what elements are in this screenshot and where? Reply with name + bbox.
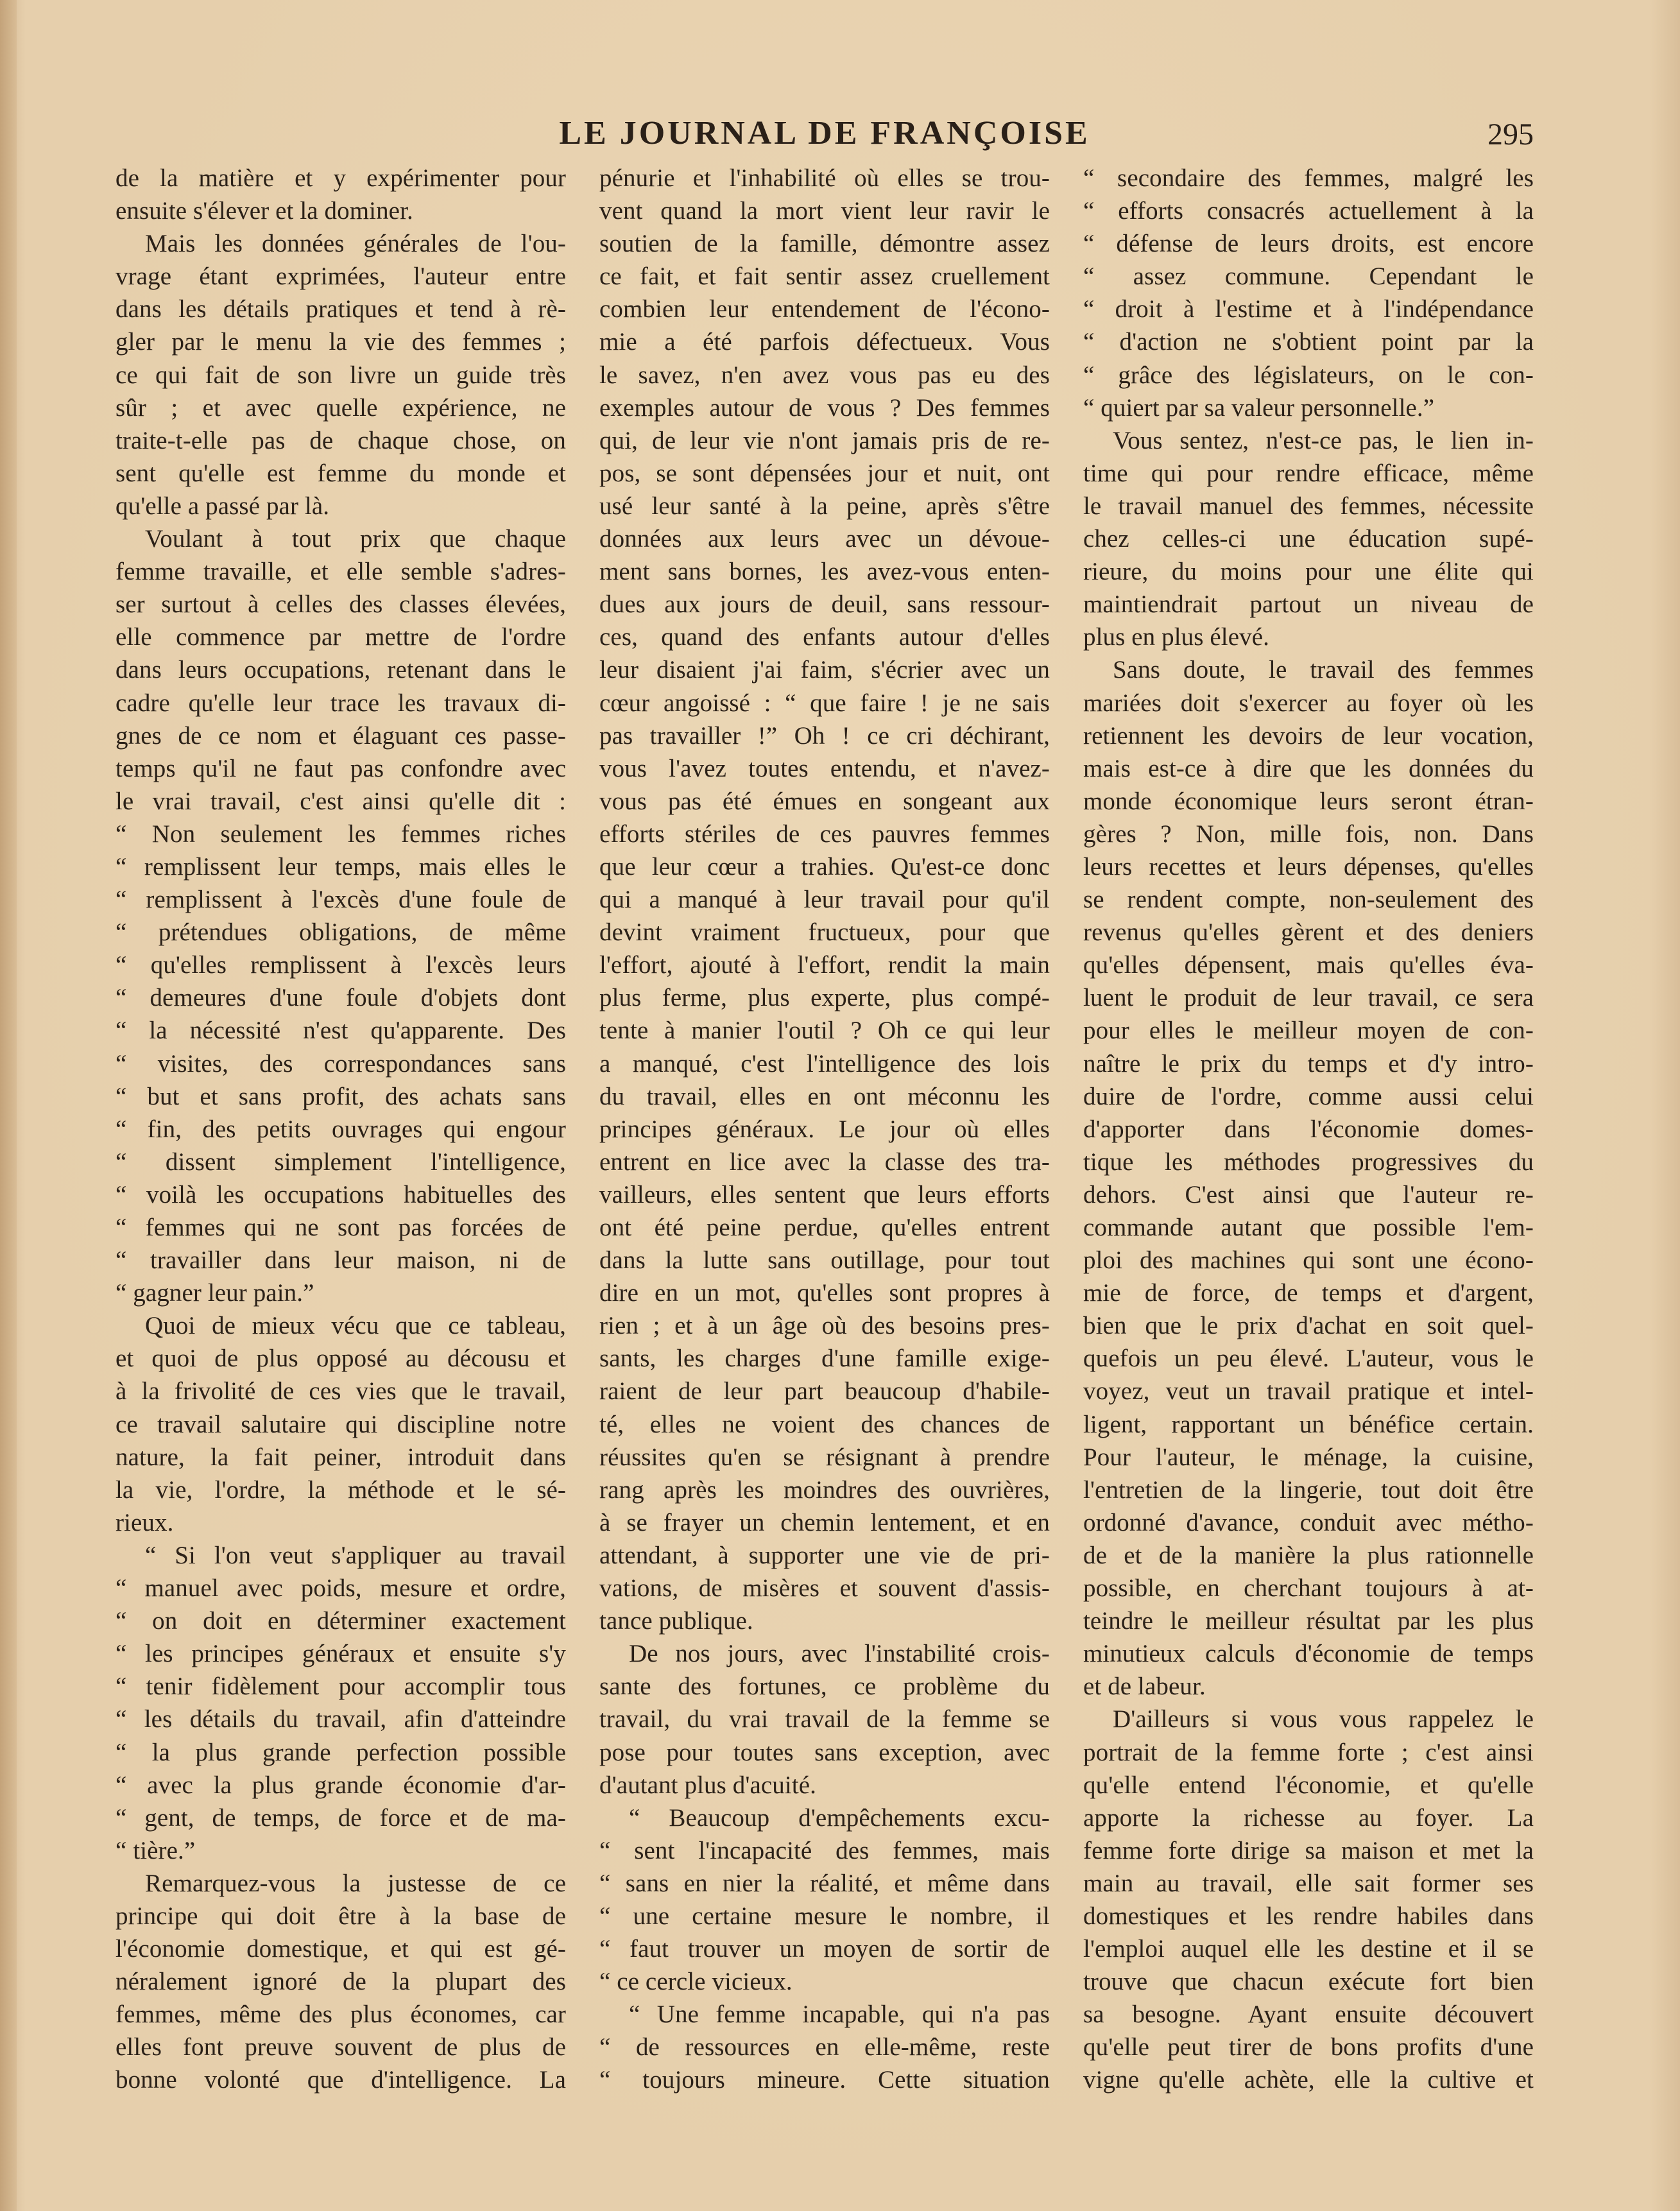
text-line: dues aux jours de deuil, sans ressour- <box>599 590 1050 619</box>
text-line: dehors. C'est ainsi que l'auteur re- <box>1083 1180 1534 1209</box>
text-line: nature, la fait peiner, introduit dans <box>116 1443 566 1471</box>
text-line: “ demeures d'une foule d'objets dont <box>116 984 566 1012</box>
text-line: le savez, n'en avez vous pas eu des <box>599 361 1050 389</box>
text-line: l'emploi auquel elle les destine et il se <box>1083 1935 1534 1963</box>
text-line: bien que le prix d'achat en soit quel- <box>1083 1312 1534 1340</box>
text-line: “ Non seulement les femmes riches <box>116 820 566 848</box>
text-line: de et de la manière la plus rationnelle <box>1083 1541 1534 1569</box>
text-line: teindre le meilleur résultat par les plus <box>1083 1607 1534 1635</box>
text-line: ce fait, et fait sentir assez cruellement <box>599 262 1050 291</box>
text-line: Remarquez-vous la justesse de ce <box>145 1869 566 1897</box>
text-line: “ grâce des législateurs, on le con- <box>1083 361 1534 389</box>
text-line: données aux leurs avec un dévoue- <box>599 525 1050 553</box>
text-line: l'effort, ajouté à l'effort, rendit la main <box>599 951 1050 979</box>
text-line: le travail manuel des femmes, nécessite <box>1083 492 1534 520</box>
text-line: ser surtout à celles des classes élevées, <box>116 590 566 619</box>
text-line: vailleurs, elles sentent que leurs efforts <box>599 1180 1050 1209</box>
text-line: maintiendrait partout un niveau de <box>1083 590 1534 619</box>
text-line: “ la nécessité n'est qu'apparente. Des <box>116 1017 566 1045</box>
text-line: “ tenir fidèlement pour accomplir tous <box>116 1673 566 1701</box>
text-line: sants, les charges d'une famille exige- <box>599 1345 1050 1373</box>
text-column-2 <box>599 162 1050 2097</box>
text-line: femmes, même des plus économes, car <box>116 2000 566 2029</box>
text-line: “ la plus grande perfection possible <box>116 1738 566 1766</box>
page-number: 295 <box>1487 117 1534 151</box>
text-line: dire en un mot, qu'elles sont propres à <box>599 1279 1050 1307</box>
text-line: femme forte dirige sa maison et met la <box>1083 1836 1534 1864</box>
text-line: “ remplissent à l'excès d'une foule de <box>116 886 566 914</box>
text-line: mie a été parfois défectueux. Vous <box>599 328 1050 356</box>
text-line: ligent, rapportant un bénéfice certain. <box>1083 1410 1534 1438</box>
text-line: a manqué, c'est l'intelligence des lois <box>599 1049 1050 1078</box>
text-line: dans la lutte sans outillage, pour tout <box>599 1246 1050 1275</box>
text-line: pas travailler !” Oh ! ce cri déchirant, <box>599 721 1050 750</box>
text-line: “ voilà les occupations habituelles des <box>116 1180 566 1209</box>
text-line: temps qu'il ne faut pas confondre avec <box>116 754 566 782</box>
text-line: “ sans en nier la réalité, et même dans <box>599 1869 1050 1897</box>
text-line: ment sans bornes, les avez-vous enten- <box>599 558 1050 586</box>
text-line: “ but et sans profit, des achats sans <box>116 1082 566 1110</box>
text-line: elle commence par mettre de l'ordre <box>116 623 566 651</box>
text-line: gnes de ce nom et élaguant ces passe- <box>116 721 566 750</box>
text-line: principe qui doit être à la base de <box>116 1902 566 1930</box>
text-line: à se frayer un chemin lentement, et en <box>599 1508 1050 1536</box>
text-line: dans les détails pratiques et tend à rè- <box>116 295 566 323</box>
text-line: gler par le menu la vie des femmes ; <box>116 328 566 356</box>
text-line: qui a manqué à leur travail pour qu'il <box>599 886 1050 914</box>
text-line: portrait de la femme forte ; c'est ainsi <box>1083 1738 1534 1766</box>
text-line: “ Une femme incapable, qui n'a pas <box>629 2000 1050 2029</box>
text-line: femme travaille, et elle semble s'adres- <box>116 558 566 586</box>
text-line: té, elles ne voient des chances de <box>599 1410 1050 1438</box>
text-line: “ assez commune. Cependant le <box>1083 262 1534 291</box>
text-line: leur disaient j'ai faim, s'écrier avec un <box>599 656 1050 684</box>
text-line: de la matière et y expérimenter pour <box>116 164 566 192</box>
text-line: rieure, du moins pour une élite qui <box>1083 558 1534 586</box>
text-line: cœur angoissé : “ que faire ! je ne sais <box>599 689 1050 717</box>
text-line: ont été peine perdue, qu'elles entrent <box>599 1214 1050 1241</box>
text-line: rien ; et à un âge où des besoins pres- <box>599 1312 1050 1340</box>
text-line: pos, se sont dépensées jour et nuit, ont <box>599 459 1050 487</box>
text-line: voyez, veut un travail pratique et intel- <box>1083 1377 1534 1406</box>
text-line: ces, quand des enfants autour d'elles <box>599 623 1050 651</box>
text-line: “ avec la plus grande économie d'ar- <box>116 1771 566 1799</box>
text-line: “ faut trouver un moyen de sortir de <box>599 1935 1050 1963</box>
text-line: Vous sentez, n'est-ce pas, le lien in- <box>1113 426 1534 454</box>
text-line: efforts stériles de ces pauvres femmes <box>599 820 1050 848</box>
text-line: “ de ressources en elle-même, reste <box>599 2033 1050 2061</box>
text-line: De nos jours, avec l'instabilité crois- <box>629 1640 1050 1668</box>
text-line: ce qui fait de son livre un guide très <box>116 361 566 389</box>
text-line: “ une certaine mesure le nombre, il <box>599 1902 1050 1930</box>
text-line: mariées doit s'exercer au foyer où les <box>1083 689 1534 717</box>
text-line: naître le prix du temps et d'y intro- <box>1083 1049 1534 1078</box>
text-line: “ les principes généraux et ensuite s'y <box>116 1640 566 1668</box>
text-line: principes généraux. Le jour où elles <box>599 1115 1050 1143</box>
text-line: cadre qu'elle leur trace les travaux di- <box>116 689 566 717</box>
text-line: revenus qu'elles gèrent et des deniers <box>1083 918 1534 947</box>
text-line: Mais les données générales de l'ou- <box>145 230 566 258</box>
text-line: Pour l'auteur, le ménage, la cuisine, <box>1083 1443 1534 1471</box>
text-line: minutieux calculs d'économie de temps <box>1083 1640 1534 1668</box>
text-line: Voulant à tout prix que chaque <box>145 525 566 553</box>
text-line: et quoi de plus opposé au décousu et <box>116 1345 566 1373</box>
text-line: “ droit à l'estime et à l'indépendance <box>1083 295 1534 323</box>
text-line: le vrai travail, c'est ainsi qu'elle dit : <box>116 787 566 815</box>
text-line: Sans doute, le travail des femmes <box>1113 656 1534 684</box>
text-line: “ manuel avec poids, mesure et ordre, <box>116 1574 566 1603</box>
journal-title: LE JOURNAL DE FRANÇOISE <box>559 115 1090 151</box>
text-line: du travail, elles en ont méconnu les <box>599 1082 1050 1110</box>
text-line: sent qu'elle est femme du monde et <box>116 459 566 487</box>
text-line: retiennent les devoirs de leur vocation, <box>1083 721 1534 750</box>
text-line: plus ferme, plus experte, plus compé- <box>599 984 1050 1012</box>
text-line: “ qu'elles remplissent à l'excès leurs <box>116 951 566 979</box>
text-line: qu'elle peut tirer de bons profits d'une <box>1083 2033 1534 2061</box>
text-line: “ remplissent leur temps, mais elles le <box>116 852 566 881</box>
text-line: ploi des machines qui sont une écono- <box>1083 1246 1534 1275</box>
text-line: quefois un peu élevé. L'auteur, vous le <box>1083 1345 1534 1373</box>
text-line: d'apporter dans l'économie domes- <box>1083 1115 1534 1143</box>
text-line: time qui pour rendre efficace, même <box>1083 459 1534 487</box>
text-line: l'entretien de la lingerie, tout doit être <box>1083 1475 1534 1504</box>
text-line: leurs recettes et leurs dépenses, qu'elles <box>1083 852 1534 881</box>
text-line: possible, en cherchant toujours à at- <box>1083 1574 1534 1603</box>
text-line: trouve que chacun exécute fort bien <box>1083 1968 1534 1996</box>
text-line: “ visites, des correspondances sans <box>116 1049 566 1078</box>
text-line: rieux. <box>116 1508 174 1536</box>
text-line: réussites qu'en se résignant à prendre <box>599 1443 1050 1471</box>
text-line: “ gagner leur pain.” <box>116 1279 314 1307</box>
text-line: tique les méthodes progressives du <box>1083 1148 1534 1176</box>
text-line: “ ce cercle vicieux. <box>599 1968 793 1996</box>
text-line: pénurie et l'inhabilité où elles se trou- <box>599 164 1050 192</box>
text-line: mais est-ce à dire que les données du <box>1083 754 1534 782</box>
text-line: D'ailleurs si vous vous rappelez le <box>1113 1705 1534 1734</box>
text-line: qu'elles dépensent, mais qu'elles éva- <box>1083 951 1534 979</box>
text-line: domestiques et les rendre habiles dans <box>1083 1902 1534 1930</box>
text-line: commande autant que possible l'em- <box>1083 1214 1534 1241</box>
text-line: travail, du vrai travail de la femme se <box>599 1705 1050 1734</box>
text-line: duire de l'ordre, comme aussi celui <box>1083 1082 1534 1110</box>
text-line: vous l'avez toutes entendu, et n'avez- <box>599 754 1050 782</box>
text-line: soutien de la famille, démontre assez <box>599 230 1050 258</box>
text-line: “ femmes qui ne sont pas forcées de <box>116 1214 566 1241</box>
text-line: “ gent, de temps, de force et de ma- <box>116 1803 566 1832</box>
text-line: dans leurs occupations, retenant dans le <box>116 656 566 684</box>
text-line: “ tière.” <box>116 1836 196 1864</box>
text-line: à la frivolité de ces vies que le travail, <box>116 1377 566 1406</box>
text-line: que leur cœur a trahies. Qu'est-ce donc <box>599 852 1050 881</box>
text-line: “ sent l'incapacité des femmes, mais <box>599 1836 1050 1864</box>
text-line: “ prétendues obligations, de même <box>116 918 566 947</box>
text-line: Quoi de mieux vécu que ce tableau, <box>145 1312 566 1340</box>
text-line: luent le produit de leur travail, ce sera <box>1083 984 1534 1012</box>
text-line: ce travail salutaire qui discipline notre <box>116 1410 566 1438</box>
text-line: devint vraiment fructueux, pour que <box>599 918 1050 947</box>
text-line: vous pas été émues en songeant aux <box>599 787 1050 815</box>
text-line: se rendent compte, non-seulement des <box>1083 886 1534 914</box>
text-line: main au travail, elle sait former ses <box>1083 1869 1534 1897</box>
text-line: raient de leur part beaucoup d'habile- <box>599 1377 1050 1406</box>
text-line: apporte la richesse au foyer. La <box>1083 1803 1534 1832</box>
text-line: l'économie domestique, et qui est gé- <box>116 1935 566 1963</box>
text-line: “ travailler dans leur maison, ni de <box>116 1246 566 1275</box>
text-line: traite-t-elle pas de chaque chose, on <box>116 426 566 454</box>
text-line: “ dissent simplement l'intelligence, <box>116 1148 566 1176</box>
text-column-1 <box>116 162 566 2097</box>
text-line: attendant, à supporter une vie de pri- <box>599 1541 1050 1569</box>
article-columns <box>116 162 1534 2094</box>
text-line: et de labeur. <box>1083 1673 1206 1701</box>
text-line: tance publique. <box>599 1607 753 1635</box>
text-line: rang après les moindres des ouvrières, <box>599 1475 1050 1504</box>
text-line: “ défense de leurs droits, est encore <box>1083 230 1534 258</box>
text-line: “ quiert par sa valeur personnelle.” <box>1083 393 1435 422</box>
text-line: mie de force, de temps et d'argent, <box>1083 1279 1534 1307</box>
text-line: plus en plus élevé. <box>1083 623 1270 651</box>
text-line: pour elles le meilleur moyen de con- <box>1083 1017 1534 1045</box>
text-line: néralement ignoré de la plupart des <box>116 1968 566 1996</box>
text-line: “ on doit en déterminer exactement <box>116 1607 566 1635</box>
text-line: vations, de misères et souvent d'assis- <box>599 1574 1050 1603</box>
text-line: “ Beaucoup d'empêchements excu- <box>629 1803 1050 1832</box>
text-line: “ d'action ne s'obtient point par la <box>1083 328 1534 356</box>
text-line: entrent en lice avec la classe des tra- <box>599 1148 1050 1176</box>
page-binding-edge <box>0 0 17 2211</box>
text-line: “ secondaire des femmes, malgré les <box>1083 164 1534 192</box>
text-line: pose pour toutes sans exception, avec <box>599 1738 1050 1766</box>
text-line: qu'elle a passé par là. <box>116 492 330 520</box>
text-line: la vie, l'ordre, la méthode et le sé- <box>116 1475 566 1504</box>
text-line: “ fin, des petits ouvrages qui engour <box>116 1115 566 1143</box>
text-column-3 <box>1083 162 1534 2097</box>
text-line: “ Si l'on veut s'appliquer au travail <box>145 1541 566 1569</box>
text-line: elles font preuve souvent de plus de <box>116 2033 566 2061</box>
text-line: “ les détails du travail, afin d'atteindre <box>116 1705 566 1734</box>
text-line: sante des fortunes, ce problème du <box>599 1673 1050 1701</box>
text-line: exemples autour de vous ? Des femmes <box>599 393 1050 422</box>
text-line: combien leur entendement de l'écono- <box>599 295 1050 323</box>
text-line: “ toujours mineure. Cette situation <box>599 2066 1050 2094</box>
text-line: d'autant plus d'acuité. <box>599 1771 817 1799</box>
text-line: chez celles-ci une éducation supé- <box>1083 525 1534 553</box>
text-line: sûr ; et avec quelle expérience, ne <box>116 393 566 422</box>
text-line: qui, de leur vie n'ont jamais pris de re- <box>599 426 1050 454</box>
text-line: ensuite s'élever et la dominer. <box>116 197 413 225</box>
text-line: qu'elle entend l'économie, et qu'elle <box>1083 1771 1534 1799</box>
page-header <box>116 114 1534 159</box>
text-line: usé leur santé à la peine, après s'être <box>599 492 1050 520</box>
text-line: vrage étant exprimées, l'auteur entre <box>116 262 566 291</box>
text-line: monde économique leurs seront étran- <box>1083 787 1534 815</box>
text-line: gères ? Non, mille fois, non. Dans <box>1083 820 1534 848</box>
text-line: bonne volonté que d'intelligence. La <box>116 2066 566 2094</box>
text-line: sa besogne. Ayant ensuite découvert <box>1083 2000 1534 2029</box>
text-line: tente à manier l'outil ? Oh ce qui leur <box>599 1017 1050 1045</box>
text-line: “ efforts consacrés actuellement à la <box>1083 197 1534 225</box>
text-line: ordonné d'avance, conduit avec métho- <box>1083 1508 1534 1536</box>
text-line: vent quand la mort vient leur ravir le <box>599 197 1050 225</box>
text-line: vigne qu'elle achète, elle la cultive et <box>1083 2066 1534 2094</box>
